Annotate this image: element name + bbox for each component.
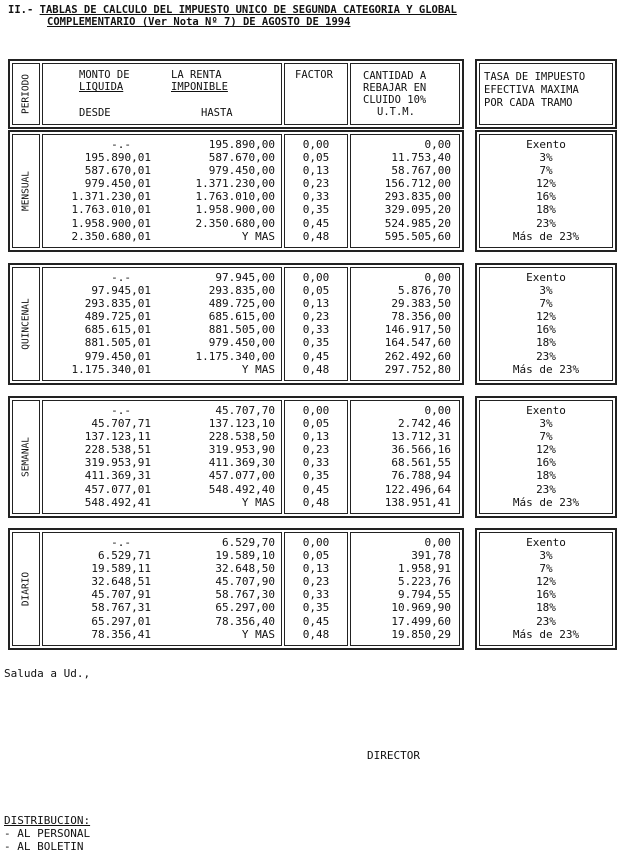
diario-factor-value: 0,48 <box>302 627 330 641</box>
monto-header-cell <box>42 63 282 125</box>
diario-hasta-column <box>161 536 275 641</box>
cantidad-header-2: REBAJAR EN <box>363 82 427 94</box>
semanal-tasa-value: Más de 23% <box>512 495 580 509</box>
diario-tasa-value: 7% <box>539 562 553 576</box>
diario-tasa-value: 23% <box>536 614 556 628</box>
mensual-period-label: MENSUAL <box>20 170 32 212</box>
diario-factor-value: 0,33 <box>302 588 330 602</box>
semanal-factor-value: 0,35 <box>302 469 330 483</box>
quincenal-hasta-column <box>161 271 275 376</box>
semanal-hasta-value: 228.538,50 <box>208 430 275 444</box>
periodo-header-cell <box>12 63 40 125</box>
mensual-desde-value: 979.450,01 <box>84 177 151 191</box>
semanal-tasa-value: 3% <box>539 417 553 431</box>
mensual-factor-value: 0,45 <box>302 216 330 230</box>
quincenal-rebajar-value: 29.383,50 <box>391 297 451 311</box>
semanal-table <box>8 396 464 518</box>
mensual-hasta-value: Y MAS <box>241 229 275 243</box>
mensual-hasta-column <box>161 138 275 243</box>
mensual-tasa-value: Exento <box>526 138 566 151</box>
semanal-desde-value: 457.077,01 <box>84 482 151 496</box>
mensual-tasa-value: 16% <box>536 190 556 204</box>
mensual-tasa-value: Más de 23% <box>512 229 580 243</box>
quincenal-desde-column <box>43 271 151 376</box>
quincenal-desde-value: 685.615,01 <box>84 323 151 337</box>
mensual-hasta-value: 1.371.230,00 <box>195 177 275 191</box>
dist-item-boletin: - AL BOLETIN <box>4 840 84 853</box>
mensual-rebajar-value: 0,00 <box>424 138 451 151</box>
mensual-rebajar-cell <box>350 134 460 248</box>
diario-rebajar-value: 391,78 <box>411 549 451 563</box>
semanal-rebajar-cell <box>350 400 460 514</box>
mensual-factor-value: 0,05 <box>302 151 330 165</box>
semanal-factor-value: 0,48 <box>302 495 330 509</box>
mensual-tasa-value: 23% <box>536 216 556 230</box>
diario-tasa-value: Exento <box>526 536 566 549</box>
diario-tasa-value: 3% <box>539 549 553 563</box>
semanal-tasa-value: 7% <box>539 430 553 444</box>
diario-rebajar-value: 9.794,55 <box>398 588 451 602</box>
semanal-factor-value: 0,33 <box>302 456 330 470</box>
mensual-tasa-value: 7% <box>539 164 553 178</box>
quincenal-rebajar-value: 297.752,80 <box>384 362 451 376</box>
semanal-period-label: SEMANAL <box>20 436 32 478</box>
tasa-header-cell <box>479 63 613 125</box>
diario-period-label: DIARIO <box>20 571 32 607</box>
mensual-factor-value: 0,48 <box>302 229 330 243</box>
quincenal-desde-value: 489.725,01 <box>84 310 151 324</box>
quincenal-hasta-value: 685.615,00 <box>208 310 275 324</box>
diario-hasta-value: Y MAS <box>241 627 275 641</box>
diario-hasta-value: 45.707,90 <box>215 575 275 589</box>
mensual-tasa-table <box>475 130 617 252</box>
quincenal-desde-value: 881.505,01 <box>84 336 151 350</box>
quincenal-desde-value: 1.175.340,01 <box>71 362 151 376</box>
quincenal-tasa-value: Más de 23% <box>512 362 580 376</box>
semanal-tasa-value: 23% <box>536 482 556 496</box>
diario-tasa-value: 12% <box>536 575 556 589</box>
tasa-header-3: POR CADA TRAMO <box>484 97 573 109</box>
mensual-rebajar-value: 11.753,40 <box>391 151 451 165</box>
semanal-rebajar-value: 13.712,31 <box>391 430 451 444</box>
semanal-desde-column <box>43 404 151 509</box>
semanal-hasta-column <box>161 404 275 509</box>
semanal-rebajar-value: 122.496,64 <box>384 482 451 496</box>
quincenal-period-cell <box>12 267 40 381</box>
diario-rebajar-value: 0,00 <box>424 536 451 549</box>
semanal-desde-value: 137.123,11 <box>84 430 151 444</box>
quincenal-tasa-value: 18% <box>536 336 556 350</box>
mensual-factor-value: 0,35 <box>302 203 330 217</box>
distribucion-label: DISTRIBUCION: <box>4 814 91 827</box>
diario-period-cell <box>12 532 40 646</box>
periodo-header: PERIODO <box>20 73 32 115</box>
diario-factor-value: 0,23 <box>302 575 330 589</box>
quincenal-desde-value: -.- <box>111 271 131 284</box>
quincenal-table <box>8 263 464 385</box>
diario-tasa-cell <box>479 532 613 646</box>
semanal-rebajar-column <box>351 404 451 509</box>
diario-desde-value: 32.648,51 <box>91 575 151 589</box>
diario-rebajar-value: 5.223,76 <box>398 575 451 589</box>
cantidad-header-1: CANTIDAD A <box>363 70 427 82</box>
quincenal-factor-value: 0,45 <box>302 349 330 363</box>
mensual-rebajar-column <box>351 138 451 243</box>
mensual-period-cell <box>12 134 40 248</box>
mensual-desde-value: 1.371.230,01 <box>71 190 151 204</box>
diario-hasta-value: 65.297,00 <box>215 601 275 615</box>
quincenal-rebajar-value: 0,00 <box>424 271 451 284</box>
diario-tasa-value: 18% <box>536 601 556 615</box>
tasa-header-2: EFECTIVA MAXIMA <box>484 84 579 96</box>
header-right-box <box>475 59 617 129</box>
diario-amount-cell <box>42 532 282 646</box>
monto-header-2b: IMPONIBLE <box>171 81 228 93</box>
diario-rebajar-cell <box>350 532 460 646</box>
semanal-factor-value: 0,00 <box>302 404 330 417</box>
mensual-hasta-value: 587.670,00 <box>208 151 275 165</box>
semanal-amount-cell <box>42 400 282 514</box>
semanal-factor-value: 0,23 <box>302 443 330 457</box>
mensual-tasa-value: 3% <box>539 151 553 165</box>
diario-rebajar-value: 19.850,29 <box>391 627 451 641</box>
quincenal-hasta-value: 881.505,00 <box>208 323 275 337</box>
hasta-header: HASTA <box>201 107 233 119</box>
semanal-hasta-value: 319.953,90 <box>208 443 275 457</box>
quincenal-hasta-value: 97.945,00 <box>215 271 275 284</box>
quincenal-rebajar-cell <box>350 267 460 381</box>
diario-desde-value: -.- <box>111 536 131 549</box>
semanal-factor-cell <box>284 400 348 514</box>
diario-hasta-value: 32.648,50 <box>215 562 275 576</box>
mensual-factor-column <box>285 138 347 243</box>
quincenal-hasta-value: 293.835,00 <box>208 284 275 298</box>
semanal-rebajar-value: 138.951,41 <box>384 495 451 509</box>
semanal-rebajar-value: 76.788,94 <box>391 469 451 483</box>
semanal-rebajar-value: 0,00 <box>424 404 451 417</box>
quincenal-hasta-value: 979.450,00 <box>208 336 275 350</box>
mensual-desde-value: 587.670,01 <box>84 164 151 178</box>
semanal-tasa-value: 12% <box>536 443 556 457</box>
diario-hasta-value: 6.529,70 <box>222 536 275 549</box>
diario-factor-column <box>285 536 347 641</box>
diario-tasa-value: 16% <box>536 588 556 602</box>
diario-tasa-table <box>475 528 617 650</box>
quincenal-rebajar-value: 5.876,70 <box>398 284 451 298</box>
mensual-rebajar-value: 329.095,20 <box>384 203 451 217</box>
quincenal-hasta-value: Y MAS <box>241 362 275 376</box>
diario-factor-cell <box>284 532 348 646</box>
semanal-rebajar-value: 2.742,46 <box>398 417 451 431</box>
quincenal-tasa-value: 16% <box>536 323 556 337</box>
diario-table <box>8 528 464 650</box>
quincenal-rebajar-value: 164.547,60 <box>384 336 451 350</box>
semanal-tasa-value: 16% <box>536 456 556 470</box>
diario-factor-value: 0,45 <box>302 614 330 628</box>
quincenal-factor-value: 0,48 <box>302 362 330 376</box>
diario-rebajar-value: 10.969,90 <box>391 601 451 615</box>
semanal-hasta-value: 457.077,00 <box>208 469 275 483</box>
diario-rebajar-value: 1.958,91 <box>398 562 451 576</box>
diario-rebajar-column <box>351 536 451 641</box>
quincenal-tasa-cell <box>479 267 613 381</box>
mensual-amount-cell <box>42 134 282 248</box>
quincenal-tasa-value: Exento <box>526 271 566 284</box>
semanal-hasta-value: 45.707,70 <box>215 404 275 417</box>
mensual-desde-column <box>43 138 151 243</box>
semanal-tasa-column <box>480 404 612 509</box>
director-signature: DIRECTOR <box>367 749 420 762</box>
header-left-box <box>8 59 464 129</box>
mensual-factor-value: 0,23 <box>302 177 330 191</box>
semanal-factor-value: 0,45 <box>302 482 330 496</box>
semanal-hasta-value: 137.123,10 <box>208 417 275 431</box>
dist-item-personal: - AL PERSONAL <box>4 827 91 840</box>
semanal-factor-value: 0,13 <box>302 430 330 444</box>
semanal-hasta-value: Y MAS <box>241 495 275 509</box>
mensual-tasa-cell <box>479 134 613 248</box>
semanal-tasa-cell <box>479 400 613 514</box>
monto-header-1a: MONTO DE <box>79 69 130 81</box>
diario-hasta-value: 58.767,30 <box>215 588 275 602</box>
semanal-desde-value: 45.707,71 <box>91 417 151 431</box>
quincenal-rebajar-value: 146.917,50 <box>384 323 451 337</box>
semanal-desde-value: 228.538,51 <box>84 443 151 457</box>
quincenal-period-label: QUINCENAL <box>20 298 32 350</box>
quincenal-tasa-value: 7% <box>539 297 553 311</box>
mensual-table <box>8 130 464 252</box>
quincenal-factor-value: 0,33 <box>302 323 330 337</box>
mensual-hasta-value: 195.890,00 <box>208 138 275 151</box>
diario-desde-column <box>43 536 151 641</box>
mensual-factor-value: 0,33 <box>302 190 330 204</box>
diario-desde-value: 65.297,01 <box>91 614 151 628</box>
mensual-factor-value: 0,13 <box>302 164 330 178</box>
title-line-1: TABLAS DE CALCULO DEL IMPUESTO UNICO DE SEGUNDA CATEGORIA Y GLOBAL <box>39 4 457 16</box>
diario-factor-value: 0,00 <box>302 536 330 549</box>
quincenal-tasa-table <box>475 263 617 385</box>
factor-header-cell <box>284 63 348 125</box>
mensual-hasta-value: 1.763.010,00 <box>195 190 275 204</box>
mensual-factor-cell <box>284 134 348 248</box>
mensual-hasta-value: 1.958.900,00 <box>195 203 275 217</box>
mensual-factor-value: 0,00 <box>302 138 330 151</box>
diario-desde-value: 6.529,71 <box>98 549 151 563</box>
mensual-rebajar-value: 156.712,00 <box>384 177 451 191</box>
document-title <box>8 4 457 16</box>
mensual-rebajar-value: 58.767,00 <box>391 164 451 178</box>
mensual-desde-value: 195.890,01 <box>84 151 151 165</box>
quincenal-rebajar-value: 78.356,00 <box>391 310 451 324</box>
semanal-hasta-value: 411.369,30 <box>208 456 275 470</box>
semanal-factor-column <box>285 404 347 509</box>
mensual-desde-value: 1.763.010,01 <box>71 203 151 217</box>
semanal-desde-value: 411.369,31 <box>84 469 151 483</box>
diario-desde-value: 58.767,31 <box>91 601 151 615</box>
quincenal-factor-column <box>285 271 347 376</box>
diario-factor-value: 0,13 <box>302 562 330 576</box>
diario-factor-value: 0,05 <box>302 549 330 563</box>
section-number: II.- <box>8 4 34 16</box>
mensual-desde-value: -.- <box>111 138 131 151</box>
diario-hasta-value: 19.589,10 <box>215 549 275 563</box>
cantidad-header-3: CLUIDO 10% <box>363 94 427 106</box>
semanal-factor-value: 0,05 <box>302 417 330 431</box>
diario-tasa-column <box>480 536 612 641</box>
mensual-rebajar-value: 524.985,20 <box>384 216 451 230</box>
quincenal-tasa-column <box>480 271 612 376</box>
mensual-hasta-value: 979.450,00 <box>208 164 275 178</box>
tasa-header-1: TASA DE IMPUESTO <box>484 71 586 83</box>
diario-rebajar-value: 17.499,60 <box>391 614 451 628</box>
quincenal-amount-cell <box>42 267 282 381</box>
quincenal-rebajar-column <box>351 271 451 376</box>
semanal-rebajar-value: 36.566,16 <box>391 443 451 457</box>
quincenal-tasa-value: 12% <box>536 310 556 324</box>
quincenal-tasa-value: 23% <box>536 349 556 363</box>
diario-tasa-value: Más de 23% <box>512 627 580 641</box>
semanal-period-cell <box>12 400 40 514</box>
quincenal-factor-value: 0,13 <box>302 297 330 311</box>
diario-hasta-value: 78.356,40 <box>215 614 275 628</box>
factor-header: FACTOR <box>295 69 333 81</box>
desde-header: DESDE <box>79 107 111 119</box>
mensual-tasa-column <box>480 138 612 243</box>
quincenal-factor-value: 0,23 <box>302 310 330 324</box>
semanal-rebajar-value: 68.561,55 <box>391 456 451 470</box>
monto-header-2a: LIQUIDA <box>79 81 124 93</box>
monto-header-1b: LA RENTA <box>171 69 222 81</box>
mensual-tasa-value: 12% <box>536 177 556 191</box>
title-line-2: COMPLEMENTARIO (Ver Nota Nº 7) DE AGOSTO DE 1994 <box>47 16 351 28</box>
semanal-hasta-value: 548.492,40 <box>208 482 275 496</box>
mensual-tasa-value: 18% <box>536 203 556 217</box>
diario-desde-value: 78.356,41 <box>91 627 151 641</box>
mensual-desde-value: 1.958.900,01 <box>71 216 151 230</box>
semanal-desde-value: 319.953,91 <box>84 456 151 470</box>
mensual-desde-value: 2.350.680,01 <box>71 229 151 243</box>
diario-desde-value: 19.589,11 <box>91 562 151 576</box>
quincenal-desde-value: 293.835,01 <box>84 297 151 311</box>
mensual-rebajar-value: 595.505,60 <box>384 229 451 243</box>
quincenal-hasta-value: 1.175.340,00 <box>195 349 275 363</box>
quincenal-desde-value: 979.450,01 <box>84 349 151 363</box>
semanal-desde-value: -.- <box>111 404 131 417</box>
diario-desde-value: 45.707,91 <box>91 588 151 602</box>
quincenal-rebajar-value: 262.492,60 <box>384 349 451 363</box>
diario-factor-value: 0,35 <box>302 601 330 615</box>
cantidad-header-4: U.T.M. <box>377 106 415 118</box>
quincenal-factor-value: 0,35 <box>302 336 330 350</box>
semanal-tasa-value: Exento <box>526 404 566 417</box>
quincenal-factor-cell <box>284 267 348 381</box>
quincenal-factor-value: 0,00 <box>302 271 330 284</box>
saluda-text: Saluda a Ud., <box>4 667 91 680</box>
semanal-tasa-table <box>475 396 617 518</box>
quincenal-tasa-value: 3% <box>539 284 553 298</box>
quincenal-desde-value: 97.945,01 <box>91 284 151 298</box>
mensual-rebajar-value: 293.835,00 <box>384 190 451 204</box>
cantidad-header-cell <box>350 63 460 125</box>
semanal-tasa-value: 18% <box>536 469 556 483</box>
quincenal-hasta-value: 489.725,00 <box>208 297 275 311</box>
semanal-desde-value: 548.492,41 <box>84 495 151 509</box>
quincenal-factor-value: 0,05 <box>302 284 330 298</box>
mensual-hasta-value: 2.350.680,00 <box>195 216 275 230</box>
